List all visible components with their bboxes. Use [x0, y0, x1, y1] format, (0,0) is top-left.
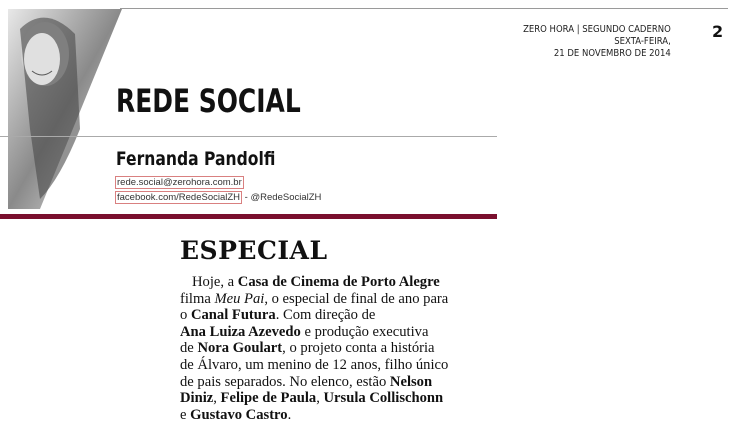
text-run: Meu Pai [214, 290, 265, 307]
text-run: , o projeto conta a história [282, 340, 435, 357]
text-run: Canal Futura [190, 307, 276, 324]
text-run: o [180, 307, 191, 324]
publication-name: ZERO HORA | SEGUNDO CADERNO [523, 24, 671, 35]
text-run: , [213, 390, 221, 407]
text-run: Ursula Collischonn [323, 390, 444, 407]
facebook-link[interactable]: facebook.com/RedeSocialZH [117, 192, 241, 203]
date: 21 DE NOVEMBRO DE 2014 [554, 48, 671, 59]
text-run: de Álvaro, um menino de 12 anos, filho único [180, 356, 449, 373]
article-line [180, 357, 480, 374]
columnist-photo [0, 9, 125, 209]
column-title: REDE SOCIAL [116, 82, 301, 120]
contact-social-line [115, 192, 321, 203]
weekday: SEXTA-FEIRA, [614, 36, 671, 47]
text-run: e produção executiva [300, 323, 429, 340]
text-run: Gustavo Castro [190, 406, 288, 423]
text-run: de pais separados. No elenco, estão [180, 373, 390, 390]
article-heading: ESPECIAL [180, 236, 328, 265]
text-run: Hoje, a [192, 274, 238, 290]
text-run: , o especial de final de ano para [264, 290, 449, 307]
accent-bar [0, 214, 497, 219]
text-run: . Com direção de [275, 307, 376, 324]
text-run: Nelson [389, 373, 433, 390]
article-line [180, 307, 480, 324]
masthead [523, 24, 671, 60]
top-rule [120, 8, 728, 9]
email-link[interactable]: rede.social@zerohora.com.br [117, 177, 242, 188]
text-run: Nora Goulart [197, 340, 283, 357]
text-run: Casa de Cinema de Porto Alegre [237, 274, 440, 290]
author-name: Fernanda Pandolfi [116, 148, 276, 170]
contact-email-line [115, 177, 244, 188]
article-line [180, 324, 480, 341]
text-run: Ana Luiza Azevedo [180, 323, 301, 340]
article-line [180, 274, 480, 291]
text-run: filma [180, 290, 215, 307]
text-run: Felipe de Paula [220, 390, 317, 407]
article-line [180, 374, 480, 391]
article-line [180, 340, 480, 357]
article-body [180, 274, 480, 423]
text-run: e [180, 406, 191, 423]
text-run: Diniz [180, 390, 214, 407]
divider [0, 136, 497, 137]
twitter-handle: @RedeSocialZH [250, 192, 322, 203]
article-line [180, 390, 480, 407]
separator: - [242, 192, 251, 203]
text-run: de [180, 340, 198, 357]
text-run: . [287, 406, 292, 423]
text-run: , [316, 390, 324, 407]
article-line [180, 291, 480, 308]
page-number: 2 [712, 22, 724, 41]
article-line [180, 407, 480, 424]
